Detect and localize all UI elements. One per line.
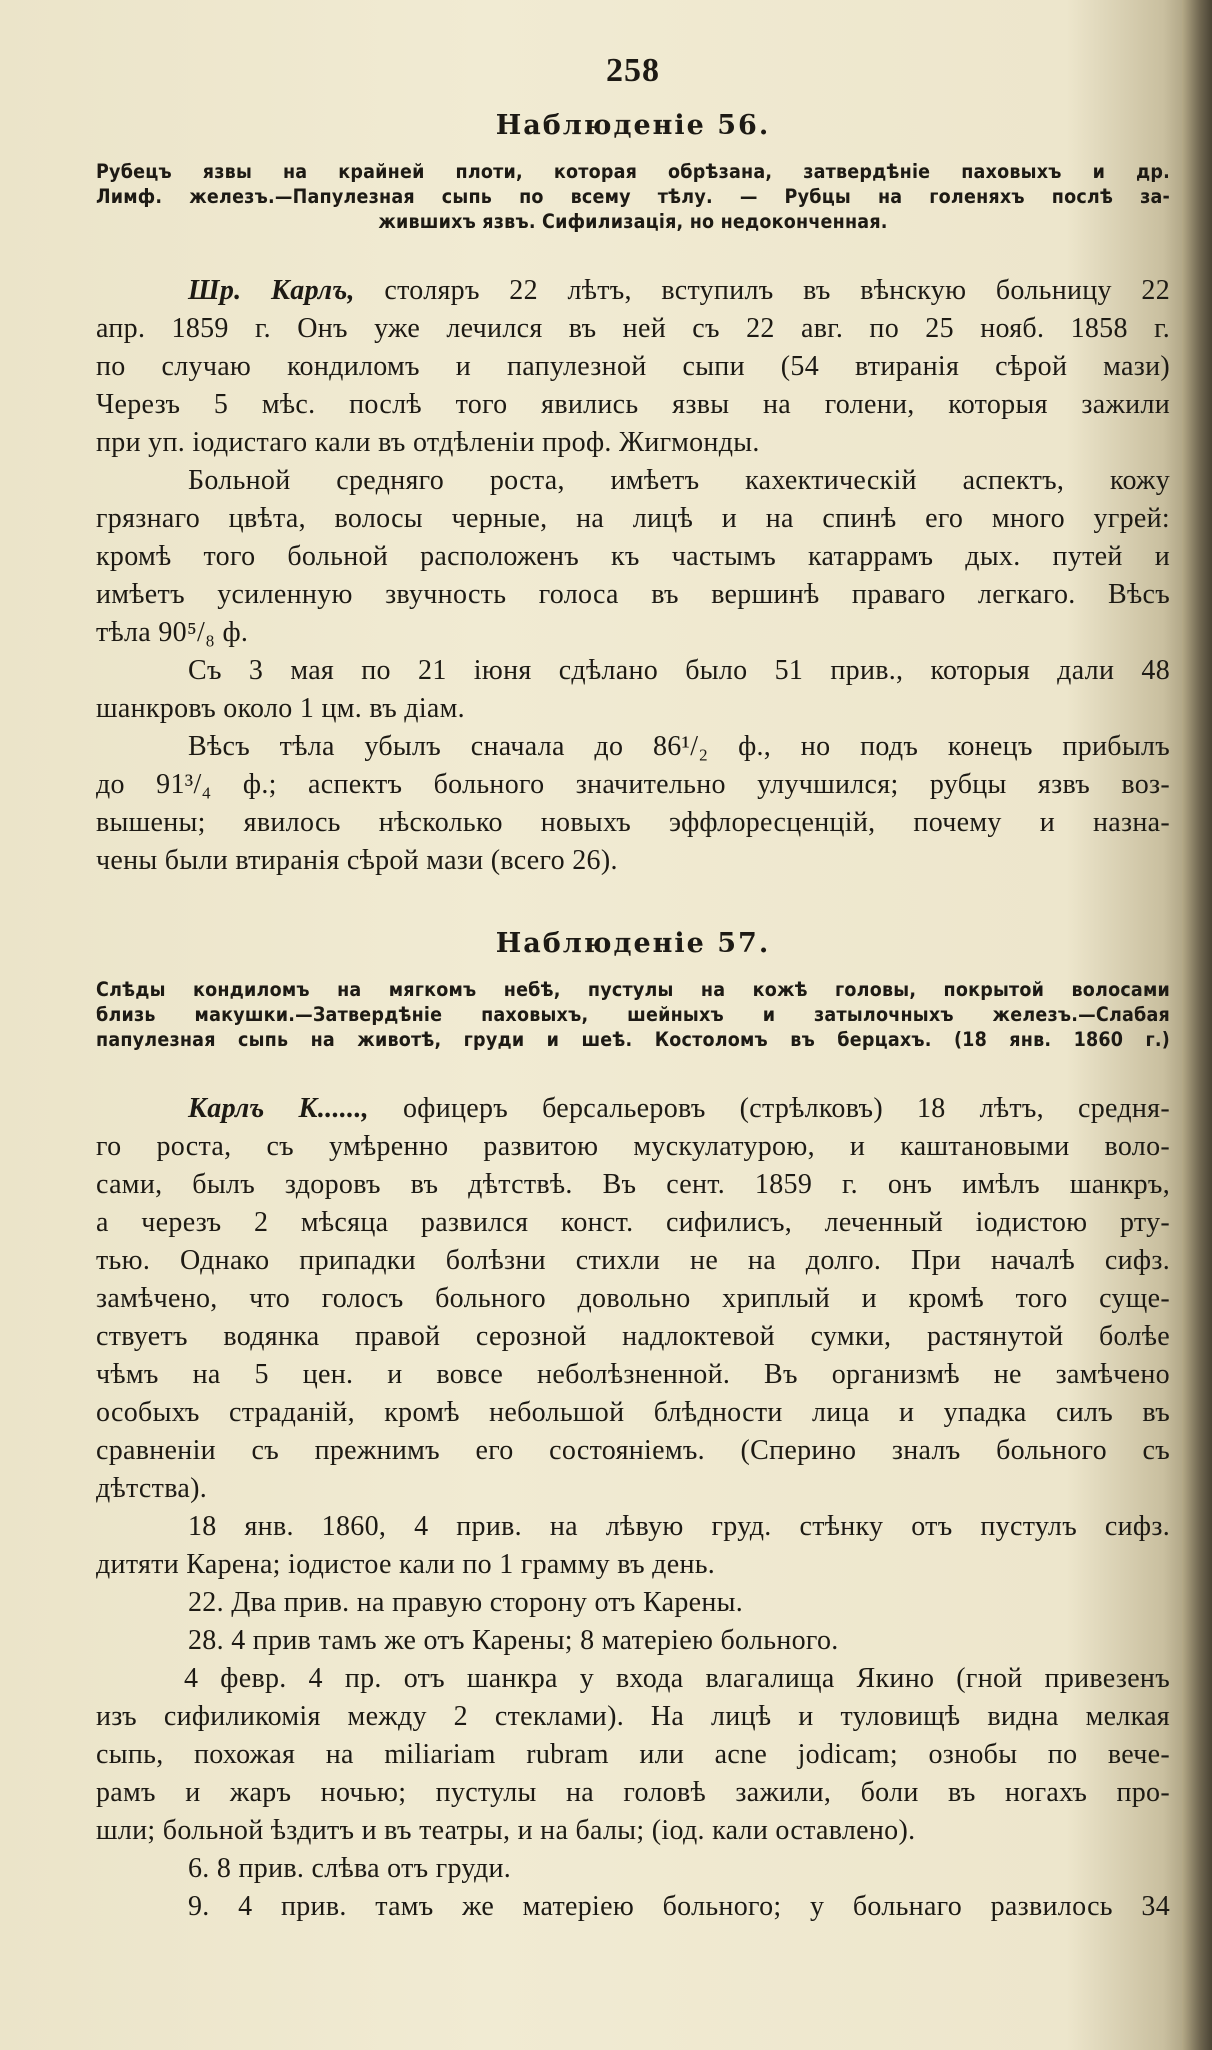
paragraph-line: по случаю кондиломъ и папулезной сыпи (54 втиранія сѣрой мази) (96, 351, 1170, 382)
paragraph-line: кромѣ того больной расположенъ къ частымъ катаррамъ дых. путей и (96, 541, 1170, 572)
paragraph-line: 4 февр. 4 пр. отъ шанкра у входа влагалища Якино (гной привезенъ (184, 1663, 1170, 1694)
paragraph-line: 9. 4 прив. тамъ же матеріею больного; у больнаго развилось 34 (188, 1891, 1170, 1922)
paragraph-text: офицеръ берсальеровъ (стрѣлковъ) 18 лѣтъ, средня- (368, 1093, 1170, 1124)
patient-name: Шр. Карлъ, (188, 275, 355, 306)
paragraph-line: тью. Однако припадки болѣзни стихли не на долго. При началѣ сифз. (96, 1245, 1170, 1276)
paragraph-line: дитяти Карена; іодистое кали по 1 грамму въ день. (96, 1549, 716, 1580)
observation-57-summary (96, 977, 1170, 1052)
summary-line: Рубецъ язвы на крайней плоти, которая обрѣзана, затвердѣніе паховыхъ и др. (96, 160, 1170, 183)
observation-56-summary (96, 159, 1170, 234)
paragraph-line: чены были втиранія сѣрой мази (всего 26). (96, 845, 618, 876)
observation-56-body (96, 272, 1170, 880)
paragraph-line: рамъ и жаръ ночью; пустулы на головѣ зажили, боли въ ногахъ про- (96, 1777, 1170, 1808)
observation-57-heading: Наблюденіе 57. (495, 928, 771, 959)
paragraph-line: изъ сифиликомія между 2 стеклами). На лицѣ и туловищѣ видна мелкая (96, 1701, 1170, 1732)
paragraph-line: Черезъ 5 мѣс. послѣ того явились язвы на голени, которыя зажили (96, 389, 1170, 420)
paragraph-line: ствуетъ водянка правой серозной надлоктевой сумки, растянутой болѣе (96, 1321, 1170, 1352)
paragraph-line: сами, былъ здоровъ въ дѣтствѣ. Въ сент. 1859 г. онъ имѣлъ шанкръ, (96, 1169, 1170, 1200)
summary-line: Слѣды кондиломъ на мягкомъ небѣ, пустулы на кожѣ головы, покрытой волосами (96, 978, 1170, 1001)
paragraph-line: а черезъ 2 мѣсяца развился конст. сифилисъ, леченный іодистою рту- (96, 1207, 1170, 1238)
paragraph-line: дѣтства). (96, 1473, 207, 1504)
paragraph-line: имѣетъ усиленную звучность голоса въ вершинѣ праваго легкаго. Вѣсъ (96, 579, 1170, 610)
paragraph-line: шли; больной ѣздитъ и въ театры, и на балы; (іод. кали оставлено). (96, 1815, 916, 1846)
paragraph-line: апр. 1859 г. Онъ уже лечился въ ней съ 22 авг. по 25 нояб. 1858 г. (96, 313, 1170, 344)
paragraph-line: го роста, съ умѣренно развитою мускулатурою, и каштановыми воло- (96, 1131, 1170, 1162)
patient-name: Карлъ К......, (188, 1093, 369, 1124)
paragraph-line: чѣмъ на 5 цен. и вовсе неболѣзненной. Въ организмѣ не замѣчено (96, 1359, 1170, 1390)
paragraph-line: сыпь, похожая на miliariam rubram или acne jodicam; ознобы по вече- (96, 1739, 1170, 1770)
paragraph-line: 22. Два прив. на правую сторону отъ Карены. (188, 1587, 744, 1618)
paragraph-line: Вѣсъ тѣла убылъ сначала до 86¹/₂ ф., но подъ конецъ прибылъ (188, 731, 1170, 762)
paragraph-line (96, 272, 1170, 310)
paragraph-text: столяръ 22 лѣтъ, вступилъ въ вѣнскую больницу 22 (354, 275, 1170, 306)
paragraph-line: Съ 3 мая по 21 іюня сдѣлано было 51 прив., которыя дали 48 (188, 655, 1170, 686)
page-content (96, 40, 1170, 1926)
paragraph-line: 18 янв. 1860, 4 прив. на лѣвую груд. стѣнку отъ пустулъ сифз. (188, 1511, 1170, 1542)
summary-line: папулезная сыпь на животѣ, груди и шеѣ. Костоломъ въ берцахъ. (18 янв. 1860 г.) (96, 1028, 1170, 1051)
paragraph-line: шанкровъ около 1 цм. въ діам. (96, 693, 465, 724)
page-number: 258 (606, 52, 660, 89)
paragraph-line: сравненіи съ прежнимъ его состояніемъ. (Сперино зналъ больного съ (96, 1435, 1170, 1466)
observation-57-body (96, 1090, 1170, 1926)
paragraph-line: 28. 4 прив тамъ же отъ Карены; 8 матеріею больного. (188, 1625, 839, 1656)
observation-56-heading: Наблюденіе 56. (495, 110, 771, 141)
paragraph-line: Больной средняго роста, имѣетъ кахектическій аспектъ, кожу (188, 465, 1170, 496)
paragraph-line: до 91³/₄ ф.; аспектъ больного значительно улучшился; рубцы язвъ воз- (96, 769, 1170, 800)
paragraph-line: тѣла 90⁵/₈ ф. (96, 617, 249, 648)
paragraph-line: 6. 8 прив. слѣва отъ груди. (188, 1853, 512, 1884)
paragraph-line: грязнаго цвѣта, волосы черные, на лицѣ и на спинѣ его много угрей: (96, 503, 1170, 534)
page-edge-shadow (1182, 0, 1212, 2050)
summary-line: жившихъ язвъ. Сифилизація, но недоконченная. (378, 210, 888, 233)
paragraph-line: вышены; явилось нѣсколько новыхъ эффлоресценцій, почему и назна- (96, 807, 1170, 838)
summary-line: близь макушки.—Затвердѣніе паховыхъ, шейныхъ и затылочныхъ железъ.—Слабая (96, 1003, 1170, 1026)
paragraph-line (96, 1090, 1170, 1128)
paragraph-line: замѣчено, что голосъ больного довольно хриплый и кромѣ того суще- (96, 1283, 1170, 1314)
summary-line: Лимф. железъ.—Папулезная сыпь по всему тѣлу. — Рубцы на голеняхъ послѣ за- (96, 185, 1170, 208)
paragraph-line: особыхъ страданій, кромѣ небольшой блѣдности лица и упадка силъ въ (96, 1397, 1170, 1428)
paragraph-line: при уп. іодистаго кали въ отдѣленіи проф. Жигмонды. (96, 427, 760, 458)
